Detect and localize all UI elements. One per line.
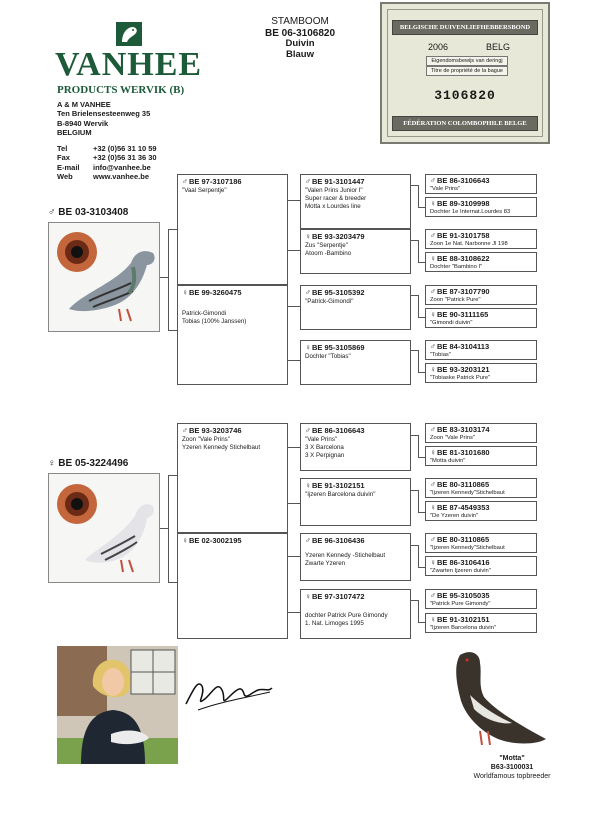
bird-note: "Gimondi duivin" bbox=[430, 319, 473, 326]
ring-number: BE 95-3105035 bbox=[437, 591, 490, 600]
pedigree-color: Blauw bbox=[286, 48, 314, 60]
certificate-top-band: BELGISCHE DUIVENLIEFHEBBERSBOND bbox=[392, 20, 538, 35]
pedigree-title-block bbox=[245, 16, 355, 61]
ring-number: BE 96-3106436 bbox=[312, 536, 365, 545]
female-icon: ♀ bbox=[305, 343, 311, 352]
pedigree-box-gen4 bbox=[425, 423, 537, 443]
male-icon: ♂ bbox=[430, 535, 436, 544]
female-icon: ♀ bbox=[182, 536, 188, 545]
bird-note: Tobias (100% Janssen) bbox=[182, 317, 247, 325]
bird-note: Zoon "Vale Prins" bbox=[182, 435, 230, 443]
pedigree-box-gen4 bbox=[425, 501, 537, 521]
male-icon: ♂ bbox=[430, 425, 436, 434]
bird-note: Motta x Lourdes line bbox=[305, 203, 361, 211]
female-icon: ♀ bbox=[430, 448, 436, 457]
ring-number: BE 97-3107186 bbox=[189, 177, 242, 186]
bird-note: Zoon "Vale Prins" bbox=[430, 434, 475, 441]
dam-photo bbox=[48, 473, 160, 583]
pedigree-ring: BE 06-3106820 bbox=[264, 27, 336, 39]
motta-ring: B63-3100031 bbox=[490, 763, 534, 771]
ring-number: BE 80-3110865 bbox=[437, 535, 490, 544]
bird-note: "Patrick Pure Gimondy" bbox=[430, 600, 491, 607]
ring-number: BE 80-3110865 bbox=[437, 480, 490, 489]
contact-value: info@vanhee.be bbox=[93, 162, 151, 172]
motta-pigeon-image bbox=[440, 645, 560, 755]
female-icon: ♀ bbox=[182, 288, 188, 297]
pedigree-box-gen4 bbox=[425, 252, 537, 272]
bird-note: "Tobiaske Patrick Pure" bbox=[430, 374, 491, 381]
motta-name: "Motta" bbox=[499, 755, 525, 762]
pedigree-box-gen3 bbox=[300, 285, 411, 330]
ring-number: BE 91-3101447 bbox=[312, 177, 365, 186]
female-icon: ♀ bbox=[305, 481, 311, 490]
bird-note: Zoon "Patrick Pure" bbox=[430, 296, 481, 303]
ring-number: BE 89-3109998 bbox=[437, 199, 490, 208]
signature bbox=[180, 668, 276, 716]
contact-value: +32 (0)56 31 36 30 bbox=[93, 153, 157, 163]
sire-ring: BE 03-3103408 bbox=[58, 207, 129, 218]
pedigree-box-gen4 bbox=[425, 556, 537, 576]
address-line: BELGIUM bbox=[57, 128, 92, 138]
female-icon: ♀ bbox=[430, 254, 436, 263]
bird-note: Dochter 1e Internat.Lourdes 83 bbox=[430, 208, 511, 215]
bird-note: "Ijzeren Barcelona duivin" bbox=[305, 490, 376, 498]
male-icon: ♂ bbox=[305, 177, 311, 186]
bird-note: dochter Patrick Pure Gimondy bbox=[305, 611, 388, 619]
contact-label: Fax bbox=[57, 153, 70, 163]
male-icon: ♂ bbox=[48, 207, 56, 218]
female-icon: ♀ bbox=[305, 592, 311, 601]
male-icon: ♂ bbox=[182, 177, 188, 186]
bird-note: "Vale Prins" bbox=[305, 435, 338, 443]
ring-number: BE 91-3102151 bbox=[312, 481, 365, 490]
ring-number: BE 93-3203746 bbox=[189, 426, 242, 435]
bird-note: Dochter "Bambino I" bbox=[430, 263, 483, 270]
pedigree-box-gen4 bbox=[425, 533, 537, 553]
owner-photo-image bbox=[57, 646, 178, 764]
ring-number: BE 83-3103174 bbox=[437, 425, 490, 434]
pedigree-box-gen2 bbox=[177, 174, 288, 285]
ring-number: BE 93-3203479 bbox=[312, 232, 365, 241]
bird-note: Super racer & breeder bbox=[305, 194, 367, 202]
contact-label: Tel bbox=[57, 144, 68, 153]
pedigree-box-gen4 bbox=[425, 285, 537, 305]
bird-note: 3 X Perpignan bbox=[305, 452, 345, 460]
bird-note: "De Yzeren duivin" bbox=[430, 512, 479, 519]
bird-note: Zus "Serpentje" bbox=[305, 241, 348, 249]
certificate-country: BELG bbox=[486, 42, 511, 52]
dam-pigeon-image bbox=[49, 474, 160, 583]
pedigree-box-gen4 bbox=[425, 446, 537, 466]
male-icon: ♂ bbox=[430, 287, 436, 296]
female-icon: ♀ bbox=[430, 310, 436, 319]
bird-note: "Vale Prins" bbox=[430, 185, 461, 192]
pedigree-box-gen3 bbox=[300, 589, 411, 639]
pedigree-box-gen4 bbox=[425, 197, 537, 217]
logo-block bbox=[55, 18, 215, 96]
pedigree-box-gen3 bbox=[300, 340, 411, 385]
ring-number: BE 91-3101758 bbox=[437, 231, 490, 240]
certificate-bottom-band: FÉDÉRATION COLOMBOPHILE BELGE bbox=[392, 116, 538, 131]
bird-note: "Valen Prins Junior I" bbox=[305, 186, 363, 194]
sire-pigeon-image bbox=[49, 223, 160, 332]
pedigree-box-gen4 bbox=[425, 478, 537, 498]
pedigree-box-gen3 bbox=[300, 229, 411, 274]
address-block bbox=[57, 100, 207, 138]
bird-note: "Zwarten Ijzeren duivin" bbox=[430, 567, 491, 574]
male-icon: ♂ bbox=[430, 591, 436, 600]
pedigree-box-gen3 bbox=[300, 533, 411, 581]
pedigree-box-gen3 bbox=[300, 478, 411, 526]
pedigree-box-gen2 bbox=[177, 285, 288, 385]
contact-value: +32 (0)56 31 10 59 bbox=[93, 144, 157, 153]
ring-number: BE 99-3260475 bbox=[189, 288, 242, 297]
ring-number: BE 86-3106416 bbox=[437, 558, 490, 567]
male-icon: ♂ bbox=[430, 480, 436, 489]
dam-label bbox=[48, 458, 128, 469]
contact-label: E-mail bbox=[57, 162, 80, 172]
bird-note: Atoom -Bambino bbox=[305, 249, 352, 257]
logo-text: VANHEE bbox=[55, 46, 203, 83]
ring-number: BE 87-3107790 bbox=[437, 287, 490, 296]
certificate-line2: Titre de propriété de la bague bbox=[426, 66, 508, 76]
pedigree-box-gen4 bbox=[425, 363, 537, 383]
dam-ring: BE 05-3224496 bbox=[58, 458, 129, 469]
ring-number: BE 95-3105869 bbox=[312, 343, 365, 352]
bird-note: 3 X Barcelona bbox=[305, 443, 344, 451]
motta-caption bbox=[462, 755, 562, 781]
bird-note: Dochter "Tobias" bbox=[305, 352, 351, 360]
ring-number: BE 02-3002195 bbox=[189, 536, 242, 545]
pedigree-sex: Duivin bbox=[285, 38, 315, 49]
ring-number: BE 87-4549353 bbox=[437, 503, 490, 512]
bird-note: "Ijzeren Barcelona duivin" bbox=[430, 624, 496, 631]
logo-subtitle: PRODUCTS WERVIK (B) bbox=[57, 84, 185, 96]
ring-number: BE 88-3108622 bbox=[437, 254, 490, 263]
certificate-year: 2006 bbox=[428, 42, 449, 52]
contact-value: www.vanhee.be bbox=[93, 172, 149, 182]
female-icon: ♀ bbox=[430, 558, 436, 567]
pedigree-box-gen4 bbox=[425, 340, 537, 360]
ring-number: BE 97-3107472 bbox=[312, 592, 365, 601]
pedigree-box-gen4 bbox=[425, 613, 537, 633]
pedigree-box-gen2 bbox=[177, 423, 288, 533]
bird-note: "Vaal Serpentje" bbox=[182, 186, 227, 194]
ring-number: BE 86-3106643 bbox=[437, 176, 490, 185]
bird-note: "Ijzeren Kennedy"Stichelbaut bbox=[430, 544, 505, 551]
pedigree-box-gen3 bbox=[300, 174, 411, 229]
bird-note: "Ijzeren Kennedy"Stichelbaut bbox=[430, 489, 505, 496]
certificate-line1: Eigendomsbewijs van deringj bbox=[426, 56, 508, 66]
female-icon: ♀ bbox=[430, 199, 436, 208]
pedigree-box-gen4 bbox=[425, 308, 537, 328]
bird-note: "Tobias" bbox=[430, 351, 451, 358]
pedigree-box-gen4 bbox=[425, 229, 537, 249]
ring-number: BE 86-3106643 bbox=[312, 426, 365, 435]
address-line: A & M VANHEE bbox=[57, 100, 111, 109]
pedigree-box-gen4 bbox=[425, 589, 537, 609]
pedigree-box-gen4 bbox=[425, 174, 537, 194]
female-icon: ♀ bbox=[430, 503, 436, 512]
ring-number: BE 91-3102151 bbox=[437, 615, 490, 624]
address-line: B-8940 Wervik bbox=[57, 118, 109, 128]
bird-note: Yzeren Kennedy -Stichelbaut bbox=[305, 551, 386, 559]
pedigree-box-gen3 bbox=[300, 423, 411, 471]
male-icon: ♂ bbox=[430, 342, 436, 351]
owner-photo bbox=[57, 646, 178, 764]
male-icon: ♂ bbox=[305, 426, 311, 435]
ring-number: BE 95-3105392 bbox=[312, 288, 365, 297]
female-icon: ♀ bbox=[305, 232, 311, 241]
pigeon-logo-icon bbox=[112, 18, 146, 48]
female-icon: ♀ bbox=[430, 615, 436, 624]
bird-note: Patrick-Gimondi bbox=[182, 309, 227, 317]
bird-note: "Motta duivin" bbox=[430, 457, 466, 464]
ring-number: BE 84-3104113 bbox=[437, 342, 490, 351]
sire-label bbox=[48, 207, 128, 218]
motta-description: Worldfamous topbreeder bbox=[473, 772, 551, 780]
pedigree-box-gen2 bbox=[177, 533, 288, 639]
female-icon: ♀ bbox=[48, 458, 56, 469]
bird-note: Zwarte Yzeren bbox=[305, 559, 346, 567]
bird-note: "Patrick-Gimondi" bbox=[305, 297, 354, 305]
male-icon: ♂ bbox=[430, 231, 436, 240]
male-icon: ♂ bbox=[305, 536, 311, 545]
male-icon: ♂ bbox=[305, 288, 311, 297]
female-icon: ♀ bbox=[430, 365, 436, 374]
ring-certificate bbox=[380, 2, 550, 144]
sire-photo bbox=[48, 222, 160, 332]
ring-number: BE 90-3111165 bbox=[437, 310, 489, 319]
pedigree-title: STAMBOOM bbox=[271, 16, 329, 27]
male-icon: ♂ bbox=[430, 176, 436, 185]
ring-number: BE 93-3203121 bbox=[437, 365, 490, 374]
ring-number: BE 81-3101680 bbox=[437, 448, 490, 457]
contact-label: Web bbox=[57, 172, 73, 182]
address-line: Ten Brielensesteenweg 35 bbox=[57, 109, 151, 119]
certificate-number: 3106820 bbox=[434, 88, 496, 103]
bird-note: Zoon 1e Nat. Narbonne Jl 198 bbox=[430, 240, 508, 247]
bird-note: 1. Nat. Limoges 1995 bbox=[305, 619, 364, 627]
bird-note: Yzeren Kennedy Stichelbaut bbox=[182, 443, 261, 451]
male-icon: ♂ bbox=[182, 426, 188, 435]
